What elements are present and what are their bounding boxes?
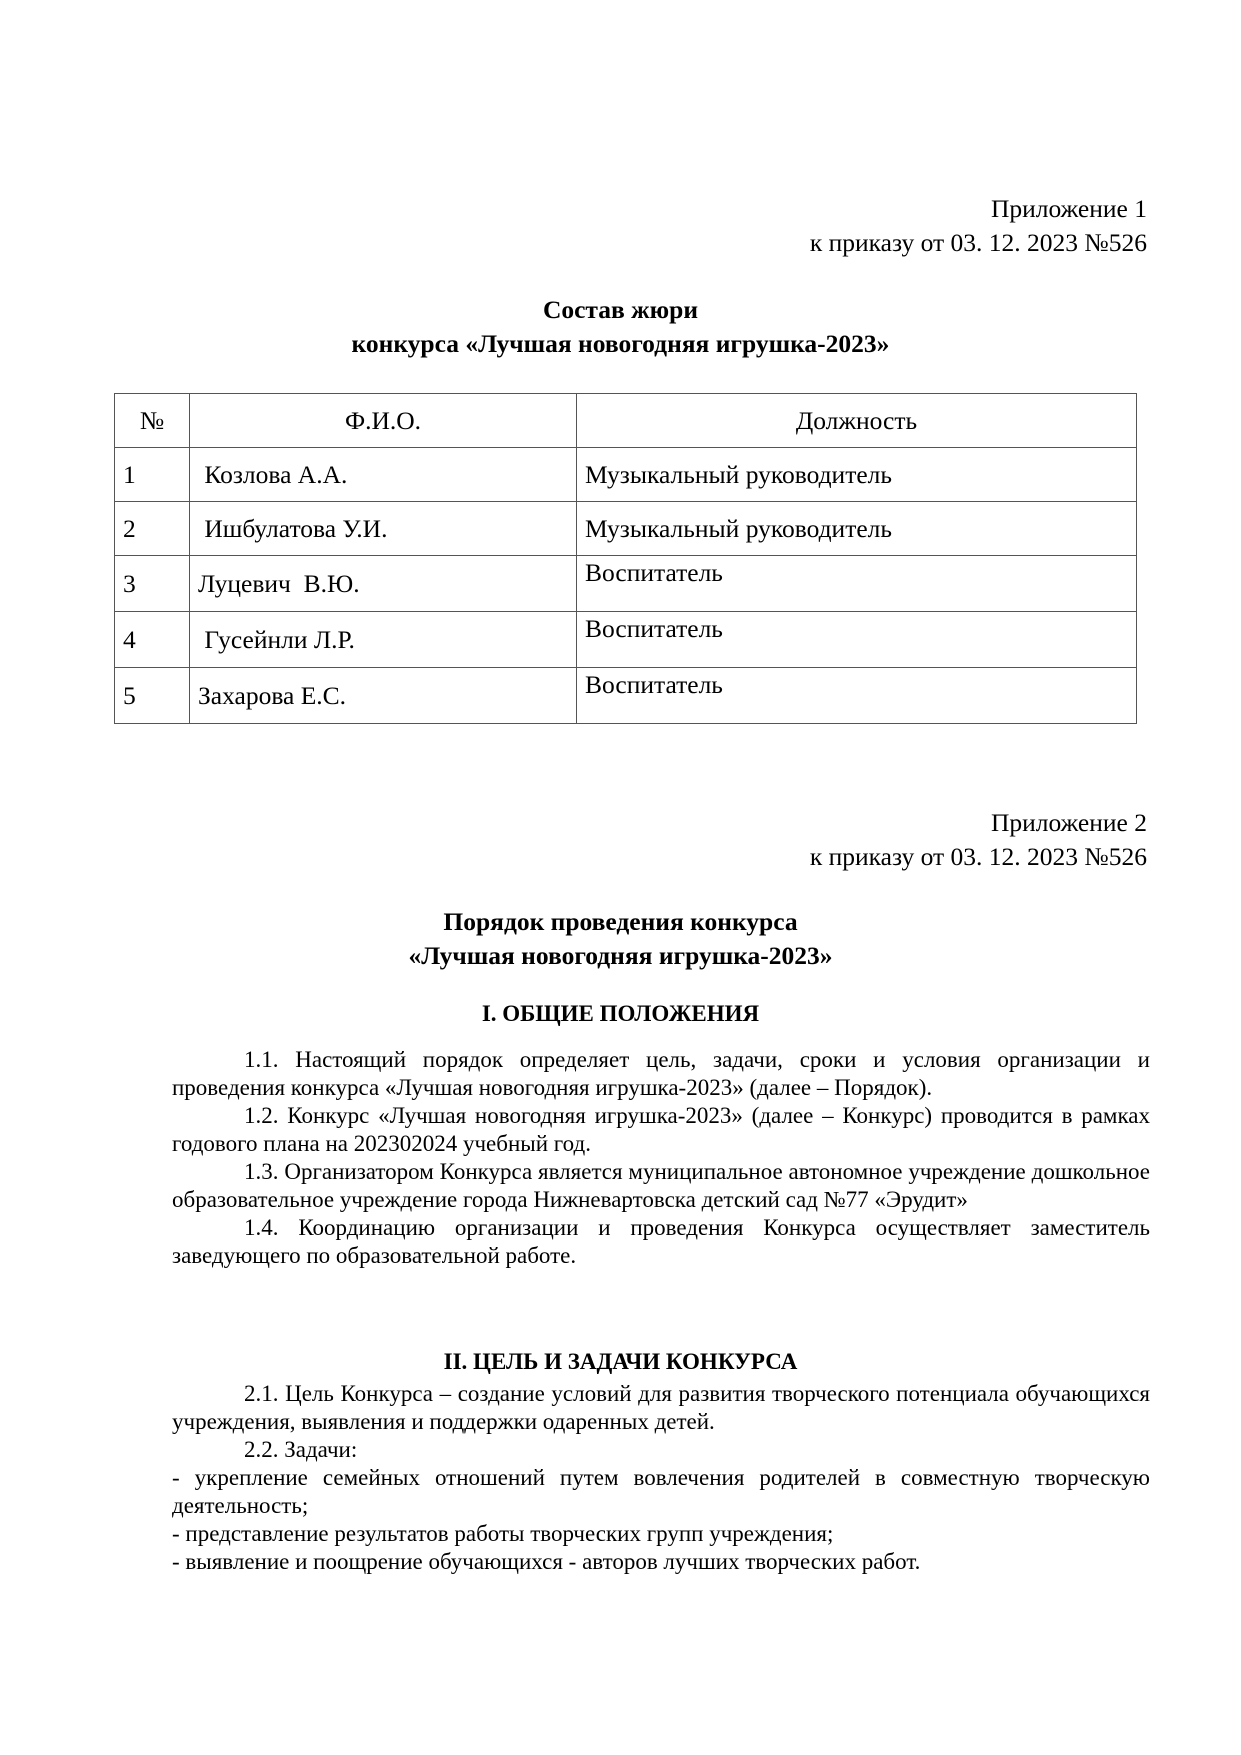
appendix2-label: Приложение 2 (991, 808, 1147, 837)
cell-fio: Ишбулатова У.И. (190, 502, 577, 556)
procedure-heading-line1: Порядок проведения конкурса (443, 907, 798, 936)
table-row (115, 448, 1137, 502)
paragraph-2-2: 2.2. Задачи: (244, 1437, 358, 1462)
jury-heading-line1: Состав жюри (542, 295, 699, 324)
appendix1-label: Приложение 1 (991, 194, 1147, 223)
appendix1-title (810, 192, 1147, 260)
cell-position: Воспитатель (577, 612, 1137, 668)
section2-title: II. ЦЕЛЬ И ЗАДАЧИ КОНКУРСА (443, 1349, 798, 1374)
jury-heading (0, 293, 1241, 361)
table-row (115, 556, 1137, 612)
cell-fio: Луцевич В.Ю. (190, 556, 577, 612)
paragraph-1-1: 1.1. Настоящий порядок определяет цель, задачи, сроки и условия организации и проведения конкурса «Лучшая новогодняя игрушка-2023» (далее – Порядок). (172, 1047, 1150, 1100)
jury-heading-line2: конкурса «Лучшая новогодняя игрушка-2023» (351, 329, 890, 358)
appendix2-order-ref: к приказу от 03. 12. 2023 №526 (809, 842, 1147, 871)
cell-position: Музыкальный руководитель (577, 448, 1137, 502)
table-row (115, 668, 1137, 724)
jury-table (114, 393, 1137, 724)
section1-body (172, 1046, 1150, 1270)
paragraph-1-3: 1.3. Организатором Конкурса является муниципальное автономное учреждение дошкольное образовательное учреждение города Нижневартовска детский сад №77 «Эрудит» (172, 1159, 1150, 1212)
task-item: - укрепление семейных отношений путем вовлечения родителей в совместную творческую деятельность; (172, 1465, 1150, 1518)
cell-num: 5 (115, 668, 190, 724)
appendix2-title (810, 806, 1147, 874)
table-header-row (115, 394, 1137, 448)
cell-num: 2 (115, 502, 190, 556)
procedure-heading-line2: «Лучшая новогодняя игрушка-2023» (408, 941, 833, 970)
cell-position: Воспитатель (577, 668, 1137, 724)
cell-num: 3 (115, 556, 190, 612)
table-row (115, 612, 1137, 668)
cell-fio: Гусейнли Л.Р. (190, 612, 577, 668)
header-num: № (115, 394, 190, 448)
task-item: - выявление и поощрение обучающихся - авторов лучших творческих работ. (172, 1549, 921, 1574)
cell-position: Воспитатель (577, 556, 1137, 612)
task-item: - представление результатов работы творческих групп учреждения; (172, 1521, 834, 1546)
appendix1-order-ref: к приказу от 03. 12. 2023 №526 (809, 228, 1147, 257)
cell-num: 4 (115, 612, 190, 668)
paragraph-1-2: 1.2. Конкурс «Лучшая новогодняя игрушка-2023» (далее – Конкурс) проводится в рамках годового плана на 202302024 учебный год. (172, 1103, 1150, 1156)
cell-position: Музыкальный руководитель (577, 502, 1137, 556)
cell-num: 1 (115, 448, 190, 502)
cell-fio: Захарова Е.С. (190, 668, 577, 724)
section1-title: I. ОБЩИЕ ПОЛОЖЕНИЯ (481, 1001, 760, 1026)
section2-body (172, 1380, 1150, 1576)
table-row (115, 502, 1137, 556)
procedure-heading (0, 905, 1241, 973)
header-fio: Ф.И.О. (190, 394, 577, 448)
paragraph-2-1: 2.1. Цель Конкурса – создание условий для развития творческого потенциала обучающихся учреждения, выявления и поддержки одаренных детей. (172, 1381, 1150, 1434)
cell-fio: Козлова А.А. (190, 448, 577, 502)
paragraph-1-4: 1.4. Координацию организации и проведения Конкурса осуществляет заместитель заведующего по образовательной работе. (172, 1215, 1150, 1268)
header-position: Должность (577, 394, 1137, 448)
